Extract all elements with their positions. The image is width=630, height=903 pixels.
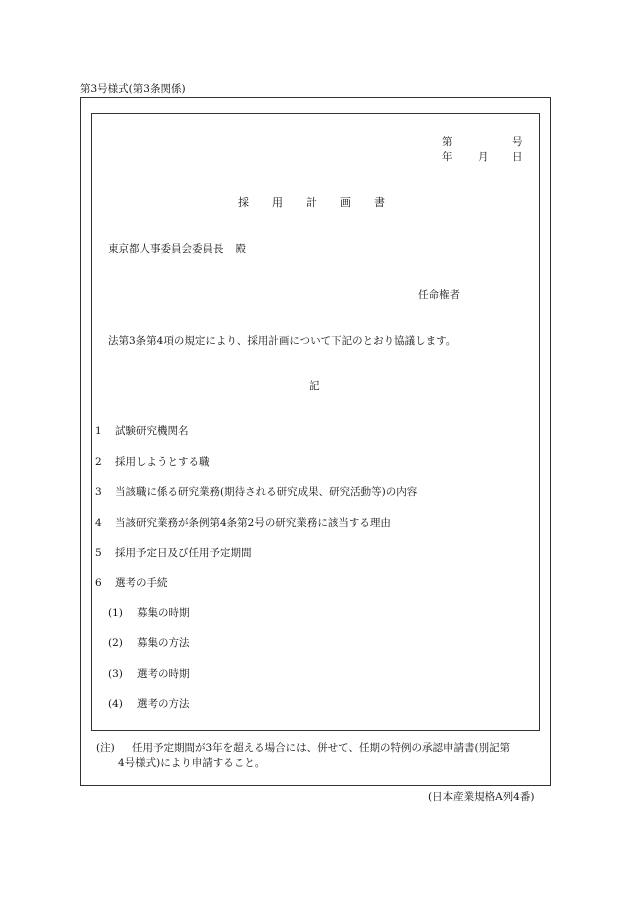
date-month-label: 月 xyxy=(478,151,489,163)
item-number: 4 xyxy=(95,517,102,529)
sub-list-item xyxy=(108,696,190,711)
note-label: (注) xyxy=(96,742,115,754)
note-text-1: 任用予定期間が3年を超える場合には、併せて、任期の特例の承認申請書(別記第 xyxy=(132,742,511,754)
list-item xyxy=(95,575,168,590)
item-number: 1 xyxy=(95,425,102,437)
paper-size-label: (日本産業規格A列4番) xyxy=(428,791,535,803)
sub-item-number: (3) xyxy=(108,668,123,680)
title-char: 計 xyxy=(306,196,317,209)
item-text: 採用予定日及び任用予定期間 xyxy=(115,547,252,559)
addressee-honorific: 殿 xyxy=(235,243,246,255)
list-item xyxy=(95,423,189,438)
sub-item-text: 選考の時期 xyxy=(137,668,190,680)
item-number: 3 xyxy=(95,486,102,498)
body-text: 法第3条第4項の規定により、採用計画について下記のとおり協議します。 xyxy=(108,335,457,347)
date-day-label: 日 xyxy=(512,151,523,163)
addressee xyxy=(108,241,246,256)
item-text: 試験研究機関名 xyxy=(115,425,189,437)
number-go-label: 号 xyxy=(512,136,523,148)
sub-item-number: (1) xyxy=(108,607,123,619)
item-text: 採用しようとする職 xyxy=(115,456,210,468)
title-char: 画 xyxy=(340,196,351,209)
list-item xyxy=(95,545,252,560)
sub-item-text: 募集の時期 xyxy=(137,607,190,619)
form-number-header: 第3号様式(第3条関係) xyxy=(80,83,186,95)
appointer-label: 任命権者 xyxy=(418,289,460,301)
item-number: 2 xyxy=(95,456,102,468)
item-text: 選考の手続 xyxy=(115,577,168,589)
title-char: 書 xyxy=(374,196,385,209)
list-item xyxy=(95,515,391,530)
sub-item-text: 選考の方法 xyxy=(137,698,190,710)
note-line-2: 4号様式)により申請すること。 xyxy=(118,757,266,769)
sub-item-text: 募集の方法 xyxy=(137,637,190,649)
item-number: 6 xyxy=(95,577,102,589)
ki-label: 記 xyxy=(309,380,320,392)
sub-list-item xyxy=(108,635,190,650)
sub-list-item xyxy=(108,666,190,681)
list-item xyxy=(95,454,210,469)
note-line-1 xyxy=(96,740,510,755)
sub-list-item xyxy=(108,605,190,620)
sub-item-number: (2) xyxy=(108,637,123,649)
addressee-name: 東京都人事委員会委員長 xyxy=(108,243,224,255)
date-year-label: 年 xyxy=(442,151,453,163)
document-title xyxy=(238,194,385,210)
item-text: 当該職に係る研究業務(期待される研究成果、研究活動等)の内容 xyxy=(115,486,418,498)
list-item xyxy=(95,484,417,499)
title-char: 採 xyxy=(238,196,249,209)
number-dai-label: 第 xyxy=(442,136,453,148)
sub-item-number: (4) xyxy=(108,698,123,710)
item-text: 当該研究業務が条例第4条第2号の研究業務に該当する理由 xyxy=(115,517,391,529)
title-char: 用 xyxy=(272,196,283,209)
item-number: 5 xyxy=(95,547,102,559)
